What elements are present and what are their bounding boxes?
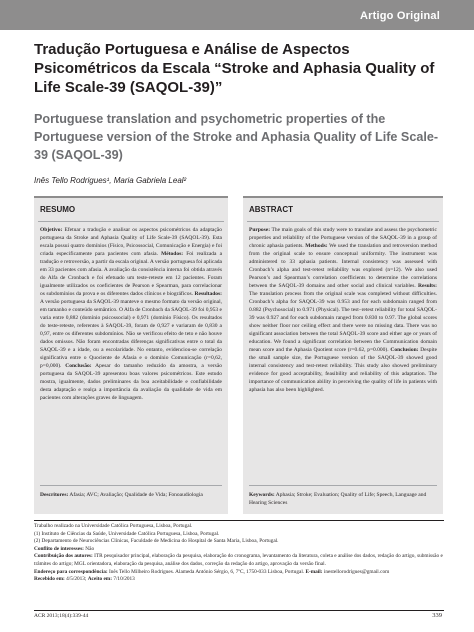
footnote-affiliation-2: (2) Departamento de Neurociências Clínicas, Faculdade de Medicina do Hospital de Santa Maria, Lisboa, Portugal. bbox=[34, 538, 279, 545]
results-text: The translation process from the original scale was completed without difficulties. Cronbach’s alpha for SAQOL-39 was 0.953 and for each subdomain ranged from 0.882 (Psychosocial) to 0.971 (Physical). The test–retest reliability for total SAQOL-39 was 0.927 and for each subdomain ranged from 0.830 to 0.97. The global scores show neither floor nor ceiling effect and there were no missing data. There was no significant association between the total SAQOL-39 score and either age or years of education. We found a significant correlation between the Communication domain mean score and the Aphasia Quotient score (r=0.62, p=0.000). bbox=[249, 291, 437, 353]
resumo-box bbox=[34, 196, 228, 514]
abstract-keywords bbox=[249, 485, 437, 507]
conflict-label: Conflito de interesses: bbox=[34, 545, 84, 552]
section-label: Artigo Original bbox=[360, 10, 440, 22]
footnote-work-location: Trabalho realizado na Universidade Católica Portuguesa, Lisboa, Portugal. bbox=[34, 523, 193, 529]
contrib-label: Contribuição dos autores: bbox=[34, 553, 93, 560]
header-bar bbox=[0, 0, 474, 30]
contrib-text: ITR pesquisador principal, elaboração da pesquisa, elaboração do cronograma, levantamento da literatura, coleta e análise dos dados, redação do artigo, submissão e trâmites do artigo; MGL orientadora, elaboração da pesquisa, análise dos dados, correção da redação do artigo, aprovação da versão final. bbox=[34, 553, 443, 567]
purpose-text: The main goals of this study were to translate and assess the psychometric properties and reliability of the Portuguese version of the SAQOL-39 in a group of chronic aphasia patients. bbox=[249, 227, 437, 249]
footnotes bbox=[34, 520, 444, 584]
descritores-label: Descritores: bbox=[40, 492, 69, 498]
resultados-label: Resultados: bbox=[194, 291, 223, 297]
address-label: Endereço para correspondência: bbox=[34, 568, 108, 575]
footnote-contributions bbox=[34, 553, 444, 568]
footnote-conflict bbox=[34, 546, 444, 554]
metodos-label: Métodos: bbox=[161, 251, 184, 257]
purpose-label: Purpose: bbox=[249, 227, 271, 233]
title-english: Portuguese translation and psychometric properties of the Portuguese version of the Stroke and Aphasia Quality of Life Scale-39 (SAQOL-39) bbox=[34, 112, 439, 162]
page-number: 339 bbox=[432, 612, 442, 619]
methods-label: Methods: bbox=[305, 243, 328, 249]
accepted-date: 7/10/2013 bbox=[113, 576, 135, 583]
email-link[interactable]: inestellorodrigues@gmail.com bbox=[323, 568, 390, 575]
footer-divider bbox=[34, 610, 444, 611]
methods-text: We used the translation and retroversion method from the original scale to ensure conceptual uniformity. The instrument was administered to 33 aphasia patients. Internal consistency was assessed with Cronbach’s alpha and test-retest reliability was explored (n=12). We also used Pearson’s and Spearman’s correlation coefficients to determine the correlations between the SAQOL-39 domains and other social and clinical variables. bbox=[249, 243, 437, 289]
objetivo-text: Efetuar a tradução e analisar os aspectos psicométricos da adaptação portuguesa da Stroke and Aphasia Quality of Life Scale-39 (SAQOL-39). Esta escala possui quatro domínios (Físico, Psicossocial, Comunicação e Energia) e foi criada especificamente para pacientes com afasia. bbox=[40, 227, 222, 257]
objetivo-label: Objetivo: bbox=[40, 227, 63, 233]
resumo-keywords bbox=[40, 485, 222, 499]
footer-citation: ACR 2013;18(4):339-44 bbox=[34, 613, 89, 619]
resumo-body bbox=[40, 226, 222, 402]
received-date: 4/5/2013; bbox=[66, 576, 87, 583]
abstract-heading: ABSTRACT bbox=[243, 202, 443, 218]
footnote-affiliation-1: (1) Instituto de Ciências da Saúde, Universidade Católica Portuguesa, Lisboa, Portugal. bbox=[34, 530, 220, 537]
received-label: Recebido em: bbox=[34, 576, 65, 583]
resumo-heading: RESUMO bbox=[34, 202, 228, 218]
conclusao-text: Apesar do tamanho reduzido da amostra, a versão portuguesa da SAQOL-39 apresentou boas valores psicométricos. Este estudo mostra, igualmente, dados preliminares da boa aceitabilidade e confiabilidade desta adaptação e realça a importância da avaliação da qualidade de vida em pacientes com alterações graves de linguagem. bbox=[40, 363, 223, 401]
metodos-text: Foi realizada a tradução e retroversão, a partir da escala original. A versão portuguesa foi aplicada em 33 pacientes com afasia. A avaliação da consistência interna foi obtida através do Alfa de Cronbach e foi efetuado um teste-reteste em 12 pacientes. Foram igualmente utilizados os coeficientes de Pearson e Spearman, para correlacionar os subdomínios da prova e os diferentes dados clínicos e biográficos. bbox=[40, 251, 223, 297]
keywords-text: Aphasia; Stroke; Evaluation; Quality of Life; Speech, Language and Hearing Sciences bbox=[249, 492, 427, 506]
address-text: Inês Tello Milheiro Rodrigues. Alameda António Sérgio, 6, 7ºC, 1750-033 Lisboa, Portugal. bbox=[109, 568, 305, 575]
keywords-label: Keywords: bbox=[249, 492, 275, 498]
results-label: Results: bbox=[418, 283, 437, 289]
resultados-text: A versão portuguesa da SAQOL-39 manteve o mesmo formato da versão original, em tamanho e conteúdo semântico. O Alfa de Cronbach da SAQOL-39 foi 0,953 e varia entre 0,882 (domínio psicossocial) e 0,971 (domínio Físico). Os resultados do teste-reteste, referentes à SAQOL-39, foram de 0,927 e variaram de 0,830 a 0,97, entre os diferentes subdomínios. Não se verificou efeito de teto e não houve dados omissos. Não foram encontradas diferenças significativas entre o total da SAQOL-39 e a idade, ou a escolaridade. No entanto, evidenciou-se correlação significativa entre o Quociente de Afasia e o domínio Comunicação (r=0,62, p=0,000). bbox=[40, 299, 222, 369]
title-portuguese: Tradução Portuguesa e Análise de Aspectos Psicométricos da Escala “Stroke and Aphasia Quality of Life Scale-39 (SAQOL-39)” bbox=[34, 41, 435, 96]
email-label: E-mail: bbox=[305, 568, 323, 575]
conclusion-label: Conclusion: bbox=[390, 347, 419, 353]
authors: Inês Tello Rodrigues¹, Maria Gabriela Leal² bbox=[34, 176, 187, 185]
descritores-text: Afasia; AVC; Avaliação; Qualidade de Vida; Fonoaudiologia bbox=[69, 492, 203, 498]
conclusion-text: Despite the small sample size, the Portuguese version of the SAQOL-39 showed good internal consistency and test-retest reliability. This study also showed preliminary evidence for good acceptability, feasibility and reliability of this adaptation. The importance of communication ability in perceiving the quality of life in patients with aphasia has also been highlighted. bbox=[249, 347, 438, 393]
accepted-label: Aceito em: bbox=[87, 576, 112, 583]
footnotes-divider bbox=[34, 520, 444, 521]
footnote-dates bbox=[34, 576, 444, 584]
abstract-box bbox=[243, 196, 443, 514]
conflict-text: Não bbox=[85, 545, 95, 552]
footnote-address bbox=[34, 569, 444, 577]
abstract-body bbox=[249, 226, 437, 394]
conclusao-label: Conclusão: bbox=[65, 363, 92, 369]
